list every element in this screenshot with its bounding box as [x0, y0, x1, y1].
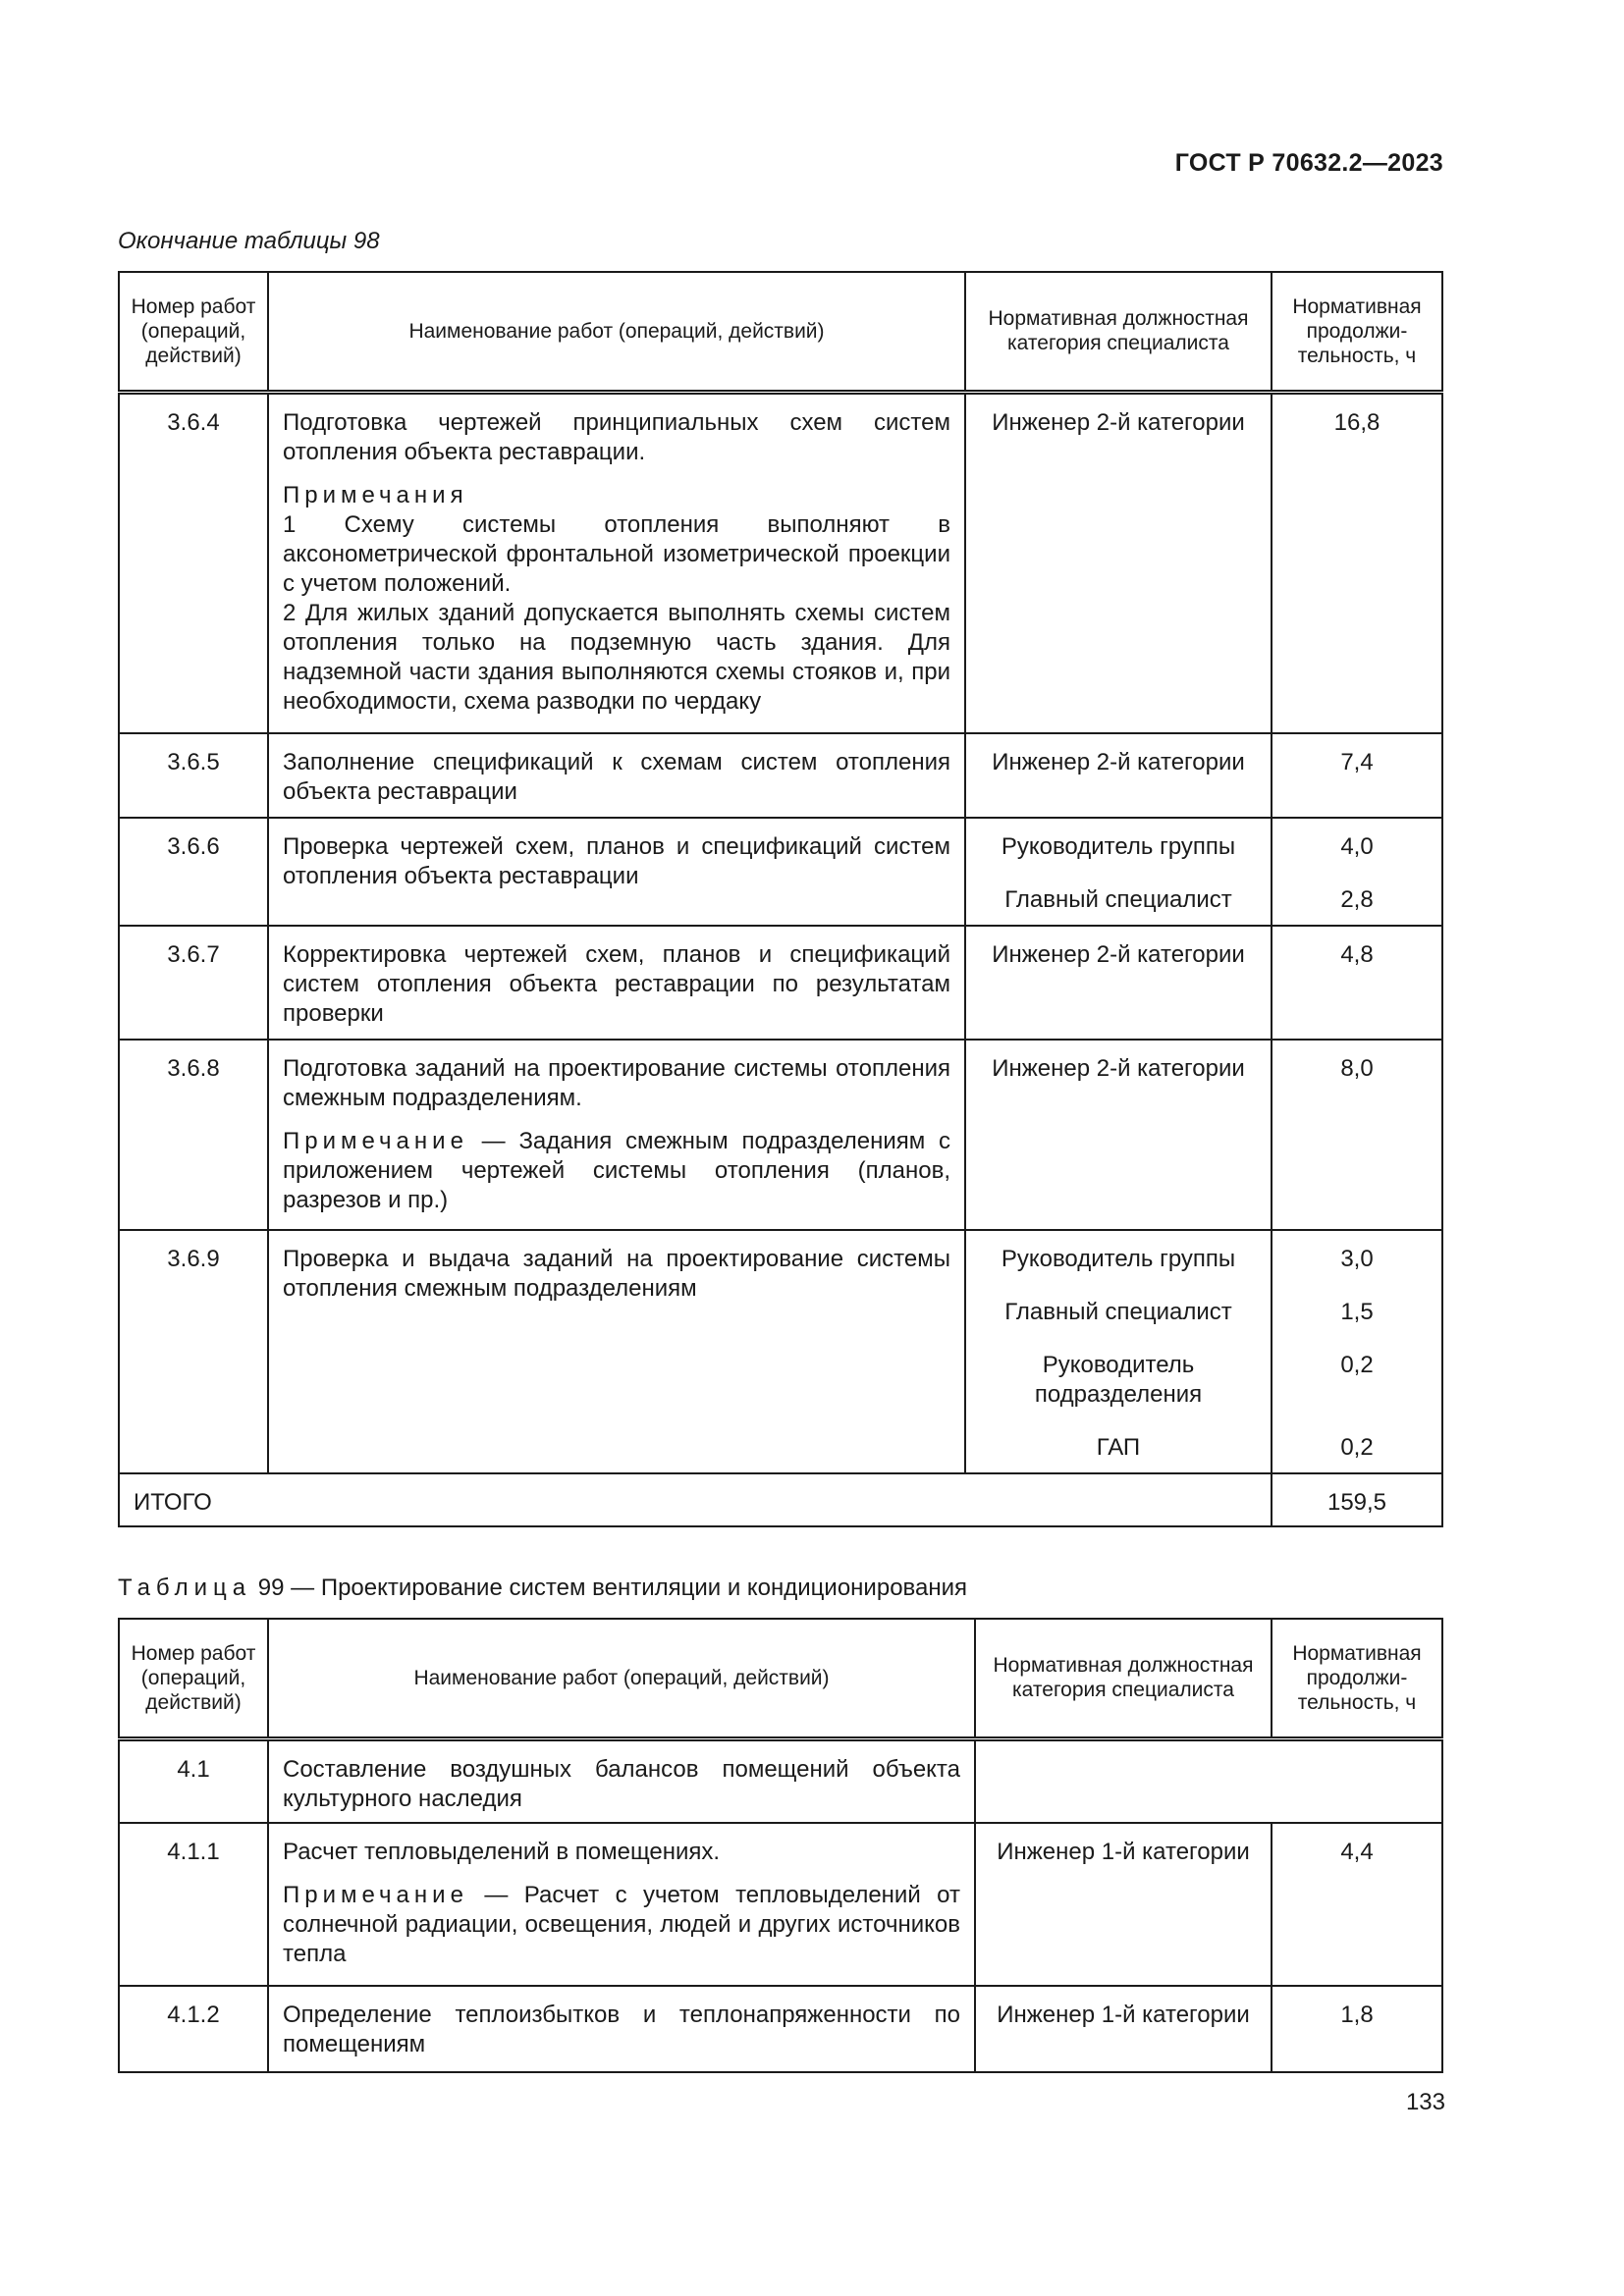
table-row [119, 1040, 1442, 1230]
row-number: 3.6.7 [119, 926, 268, 1040]
row-name: Проверка и выдача заданий на проектирование системы отопления смежным подразделениям [268, 1230, 965, 1473]
row-number: 3.6.5 [119, 733, 268, 818]
column-header-name: Наименование работ (операций, действий) [268, 272, 965, 392]
row-duration: 4,0 [1340, 833, 1374, 860]
row-name: Определение теплоизбытков и теплонапряженности по помещениям [268, 1986, 975, 2072]
row-name: Заполнение спецификаций к схемам систем отопления объекта реставрации [268, 733, 965, 818]
row-categories [965, 818, 1272, 926]
table-99-caption [118, 1575, 967, 1602]
row-durations [1272, 1230, 1442, 1473]
table-row [119, 1738, 1442, 1823]
row-category: Инженер 2-й категории [965, 392, 1272, 733]
row-category: Главный специалист [1004, 1299, 1232, 1325]
page-number: 133 [1405, 2089, 1445, 2115]
row-name-cell [268, 392, 965, 733]
column-header-duration: Нормативная продолжи-тельность, ч [1272, 1619, 1442, 1738]
table-row [119, 392, 1442, 733]
table-99 [118, 1618, 1443, 2073]
row-category: Инженер 1-й категории [975, 1986, 1272, 2072]
row-duration: 2,8 [1340, 886, 1374, 913]
column-header-name: Наименование работ (операций, действий) [268, 1619, 975, 1738]
row-name: Корректировка чертежей схем, планов и спецификаций систем отопления объекта реставрации по результатам проверки [268, 926, 965, 1040]
row-number: 4.1.1 [119, 1823, 268, 1986]
row-name-cell [268, 1040, 965, 1230]
row-category: Руководитель группы [1001, 833, 1236, 860]
column-header-category: Нормативная должностная категория специалиста [975, 1619, 1272, 1738]
row-categories [965, 1230, 1272, 1473]
note-heading: Примечания [283, 481, 468, 508]
row-category: Руководитель подразделения [1034, 1352, 1203, 1408]
table-99-caption-text: 99 — Проектирование систем вентиляции и кондиционирования [257, 1575, 968, 1601]
row-category: Инженер 2-й категории [965, 926, 1272, 1040]
row-name: Расчет тепловыделений в помещениях. [283, 1839, 721, 1865]
row-duration: 1,8 [1272, 1986, 1442, 2072]
table-row [119, 1230, 1442, 1473]
row-empty-cell [975, 1738, 1442, 1823]
total-label: ИТОГО [119, 1473, 1272, 1526]
table-row [119, 926, 1442, 1040]
note-item: 2 Для жилых зданий допускается выполнять схемы систем отопления только на подземную часть здания. Для надземной части здания выполняются схемы стояков и, при необходимости, схема разводки по чердаку [283, 599, 950, 715]
table-row [119, 733, 1442, 818]
row-name: Составление воздушных балансов помещений объекта культурного наследия [268, 1738, 975, 1823]
row-number: 3.6.8 [119, 1040, 268, 1230]
note-word: Примечание [283, 1882, 468, 1908]
table-98-caption: Окончание таблицы 98 [118, 228, 380, 254]
row-duration: 0,2 [1340, 1434, 1374, 1461]
row-note [283, 1881, 960, 1969]
row-number: 4.1 [119, 1738, 268, 1823]
note-word: Примечание [283, 1128, 468, 1154]
row-duration: 3,0 [1340, 1246, 1374, 1272]
note-item: 1 Схему системы отопления выполняют в аксонометрической фронтальной изометрической проекции с учетом положений. [283, 510, 950, 597]
row-duration: 16,8 [1272, 392, 1442, 733]
row-name: Проверка чертежей схем, планов и спецификаций систем отопления объекта реставрации [268, 818, 965, 926]
table-row [119, 1986, 1442, 2072]
row-duration: 0,2 [1340, 1352, 1374, 1378]
row-name: Подготовка чертежей принципиальных схем систем отопления объекта реставрации. [283, 408, 950, 465]
row-category: Инженер 1-й категории [975, 1823, 1272, 1986]
total-row [119, 1473, 1442, 1526]
note-text: — Задания смежным подразделениям с приложением чертежей системы отопления (планов, разрезов и пр.) [283, 1128, 950, 1213]
row-category: Главный специалист [1004, 886, 1232, 913]
table-99-caption-word: Таблица [118, 1575, 252, 1601]
note-text: — Расчет с учетом тепловыделений от солнечной радиации, освещения, людей и других источников тепла [283, 1882, 960, 1967]
document-code: ГОСТ Р 70632.2—2023 [1174, 149, 1443, 177]
row-number: 4.1.2 [119, 1986, 268, 2072]
row-name: Подготовка заданий на проектирование системы отопления смежным подразделениям. [283, 1055, 950, 1111]
column-header-category: Нормативная должностная категория специалиста [965, 272, 1272, 392]
row-category: ГАП [1096, 1434, 1141, 1461]
table-row [119, 818, 1442, 926]
row-duration: 7,4 [1272, 733, 1442, 818]
total-value: 159,5 [1272, 1473, 1442, 1526]
row-duration: 4,4 [1272, 1823, 1442, 1986]
row-duration: 8,0 [1272, 1040, 1442, 1230]
column-header-number: Номер работ (операций, действий) [119, 1619, 268, 1738]
row-category: Инженер 2-й категории [965, 1040, 1272, 1230]
row-number: 3.6.4 [119, 392, 268, 733]
row-duration: 1,5 [1340, 1299, 1374, 1325]
column-header-duration: Нормативная продолжи-тельность, ч [1272, 272, 1442, 392]
row-category: Руководитель группы [1001, 1246, 1236, 1272]
row-name-cell [268, 1823, 975, 1986]
row-duration: 4,8 [1272, 926, 1442, 1040]
row-category: Инженер 2-й категории [965, 733, 1272, 818]
row-durations [1272, 818, 1442, 926]
row-number: 3.6.9 [119, 1230, 268, 1473]
column-header-number: Номер работ (операций, действий) [119, 272, 268, 392]
table-row [119, 1823, 1442, 1986]
row-number: 3.6.6 [119, 818, 268, 926]
row-note [283, 1127, 950, 1215]
table-98 [118, 271, 1443, 1527]
